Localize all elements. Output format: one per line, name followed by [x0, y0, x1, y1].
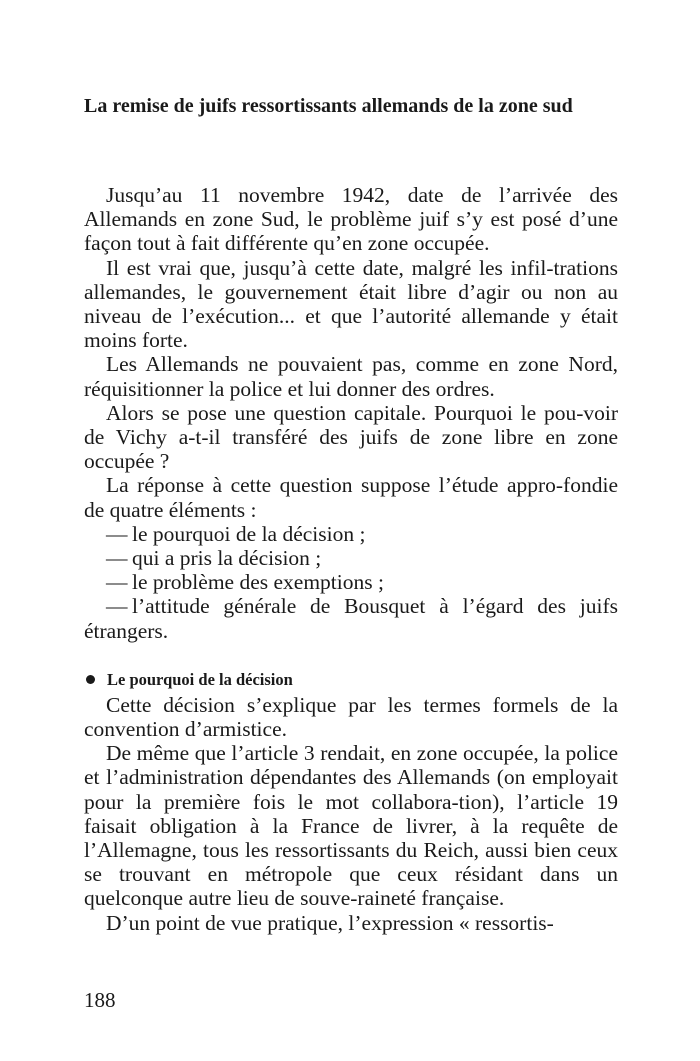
list-item-text: le problème des exemptions ; [132, 570, 384, 595]
page-content [84, 94, 618, 935]
paragraph: La réponse à cette question suppose l’étude appro-fondie de quatre éléments : [84, 473, 618, 522]
bullet-icon [86, 675, 95, 684]
dash-marker: — [106, 546, 128, 571]
paragraph: Les Allemands ne pouvaient pas, comme en zone Nord, réquisitionner la police et lui donner des ordres. [84, 352, 618, 401]
section-heading-text: Le pourquoi de la décision [107, 669, 293, 689]
paragraph: Alors se pose une question capitale. Pourquoi le pou-voir de Vichy a-t-il transféré des juifs de zone libre en zone occupée ? [84, 400, 618, 474]
paragraph: Cette décision s’explique par les termes formels de la convention d’armistice. [84, 692, 618, 742]
paragraph: De même que l’article 3 rendait, en zone occupée, la police et l’administration dépendantes des Allemands (on employait pour la première fois le mot collabora-tion), l’article 19 faisait obligation à la France de livrer, à la requête de l’Allemagne, tous les ressortissants du Reich, aussi bien ceux se trouvant en métropole que ceux résidant dans un quelconque autre lieu de souve-raineté française. [84, 741, 618, 911]
paragraph: Jusqu’au 11 novembre 1942, date de l’arrivée des Allemands en zone Sud, le problème juif s’y est posé d’une façon tout à fait différente qu’en zone occupée. [84, 183, 618, 256]
dash-marker: — [106, 570, 128, 595]
list-item [84, 594, 618, 642]
page-number: 188 [84, 988, 116, 1012]
list-item [84, 522, 618, 546]
list-item-text: le pourquoi de la décision ; [132, 521, 366, 546]
section-heading [84, 669, 618, 691]
body-text [84, 183, 618, 935]
paragraph: D’un point de vue pratique, l’expression « ressortis- [106, 910, 554, 935]
list-item [84, 570, 618, 594]
dash-marker: — [106, 594, 128, 619]
paragraph: Il est vrai que, jusqu’à cette date, malgré les infil-trations allemandes, le gouvernement était libre d’agir ou non au niveau de l’exécution... et que l’autorité allemande y était moins forte. [84, 255, 618, 353]
list-item-text: l’attitude générale de Bousquet à l’égard des juifs étrangers. [84, 594, 618, 643]
dash-marker: — [106, 521, 128, 546]
list-item [84, 546, 618, 570]
list-item-text: qui a pris la décision ; [132, 546, 322, 571]
chapter-title: La remise de juifs ressortissants allemands de la zone sud [84, 95, 573, 117]
element-list [84, 522, 618, 643]
